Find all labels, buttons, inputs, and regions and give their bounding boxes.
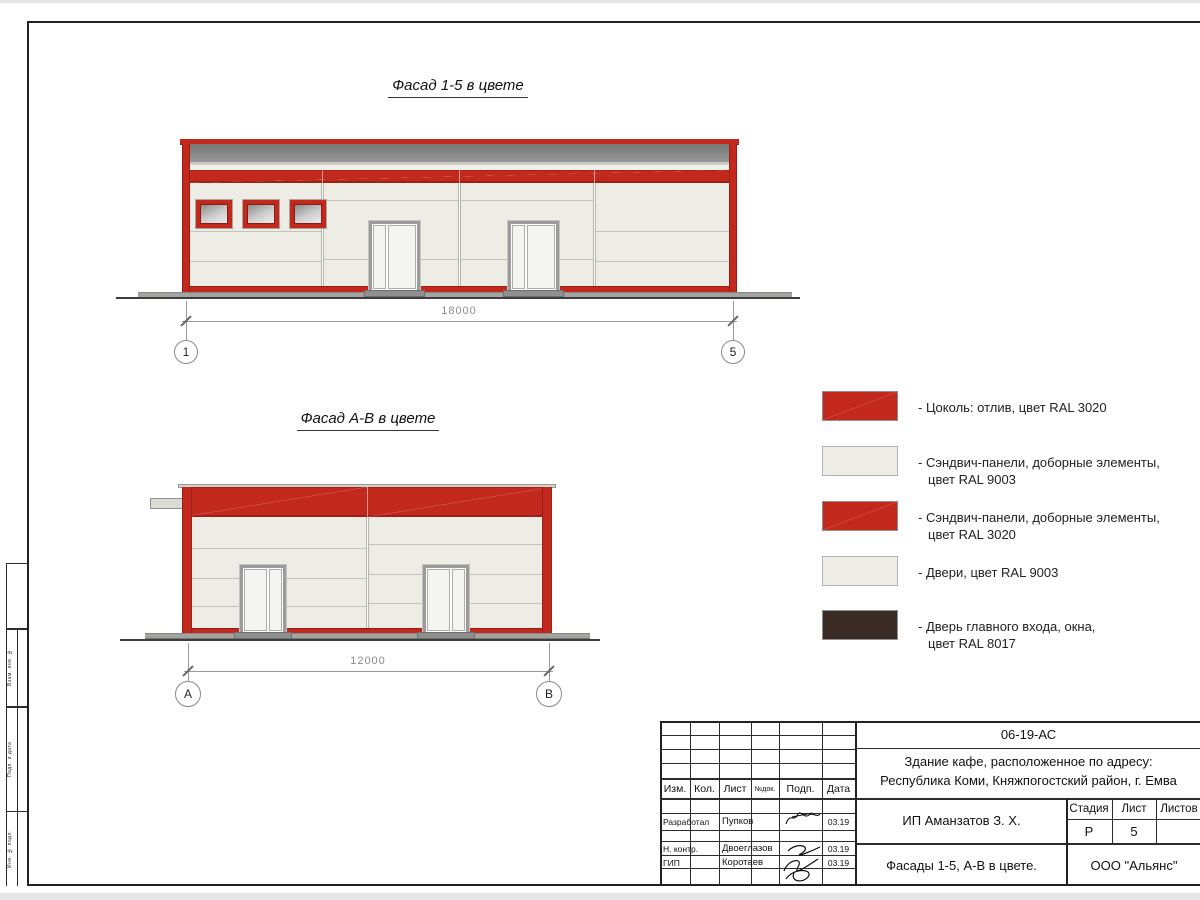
legend-label: - Двери, цвет RAL 9003 [918,565,1059,580]
title-block-line [660,735,855,736]
project-address-line1: Здание кафе, расположенное по адресу: [904,754,1153,769]
title-block-line [857,798,1200,800]
signature-scribble [778,837,826,885]
dimension-value: 18000 [441,305,477,317]
project-address-line2: Республика Коми, Княжпогостский район, г. Емва [880,773,1177,788]
doc-number: 06-19-АС [1000,727,1057,742]
side-stamp-label: Взам. инв. № [7,648,13,687]
row-role: ГИП [663,858,680,868]
col-header-izm: Изм. [663,783,687,795]
row-date: 03.19 [827,844,850,854]
col-header-ndok: №док. [754,786,776,793]
row-role: Н. контр. [663,844,699,854]
sheet-header: Лист [1121,803,1147,815]
row-name: Пупков [722,816,754,827]
facade-a-b-title: Фасад А-В в цвете [268,410,468,427]
title-block-line [719,721,720,886]
col-header-list: Лист [723,783,747,795]
client-name: ИП Аманзатов З. Х. [902,813,1021,828]
title-block-line [660,749,855,750]
title-block-line [1066,819,1200,820]
sheets-header: Листов [1160,803,1198,815]
title-block-line [857,843,1200,845]
drawing-sheet [0,3,1200,893]
sheet-value: 5 [1130,824,1138,839]
axis-marker-a: А [175,681,201,707]
axis-marker-1: 1 [174,340,198,364]
title-block-line [690,721,691,886]
facade-1-5-title: Фасад 1-5 в цвете [358,77,558,94]
col-header-podp: Подп. [786,783,815,795]
legend-label: - Цоколь: отлив, цвет RAL 3020 [918,400,1107,415]
col-header-kol: Кол. [694,783,715,795]
sheet-title: Фасады 1-5, А-В в цвете. [886,858,1037,873]
col-header-data: Дата [826,783,851,795]
row-name: Коротаев [722,857,764,868]
row-role: Разработал [663,817,710,827]
legend-label: - Сэндвич-панели, доборные элементы, цвет RAL 3020 [918,510,1160,542]
title-block-line [660,778,855,780]
axis-marker-5: 5 [721,340,745,364]
side-stamp-label: Инв. № подл. [7,830,13,868]
title-block [0,3,1200,893]
title-block-line [660,721,1200,723]
stage-value: Р [1084,824,1094,839]
row-date: 03.19 [827,858,850,868]
title-block-line [660,763,855,764]
dimension-value: 12000 [350,655,386,667]
company-name: ООО "Альянс" [1090,858,1178,873]
title-block-line [857,748,1200,749]
signature-scribble [782,809,822,829]
title-block-line [660,830,855,831]
side-stamp-label: Подп. и дата [7,741,13,777]
axis-marker-b: В [536,681,562,707]
legend-label: - Дверь главного входа, окна, цвет RAL 8017 [918,619,1096,651]
title-block-line [660,721,662,886]
legend-label: - Сэндвич-панели, доборные элементы, цвет RAL 9003 [918,455,1160,487]
title-block-line [660,798,855,800]
row-date: 03.19 [827,817,850,827]
row-name: Двоеглазов [722,843,773,854]
stage-header: Стадия [1069,803,1109,815]
title-block-line [660,813,855,814]
